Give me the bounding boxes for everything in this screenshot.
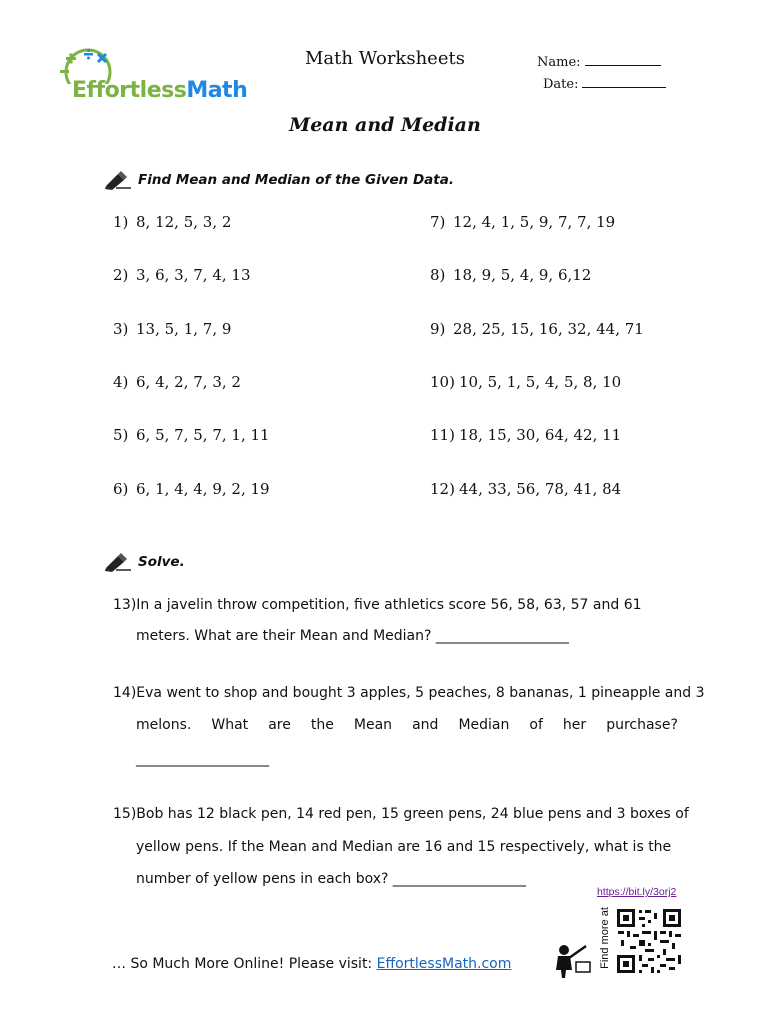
- effortlessmath-logo: [58, 48, 248, 106]
- problem-number: 1): [113, 213, 129, 231]
- word: the: [310, 717, 334, 733]
- problem-4: [113, 373, 241, 391]
- problem-data: 10, 5, 1, 5, 4, 5, 8, 10: [459, 373, 622, 391]
- pencil-icon: [104, 170, 132, 190]
- problem-data: 18, 9, 5, 4, 9, 6,12: [453, 266, 592, 284]
- problem-data: 8, 12, 5, 3, 2: [136, 213, 232, 231]
- question-text: Eva went to shop and bought 3 apples, 5 peaches, 8 bananas, 1 pineapple and 3: [136, 685, 705, 701]
- footer-website-link[interactable]: EffortlessMath.com: [376, 956, 512, 972]
- problem-data: 3, 6, 3, 7, 4, 13: [136, 266, 251, 284]
- qr-code-icon[interactable]: [616, 908, 682, 974]
- problem-10: [430, 373, 621, 391]
- problem-number: 9): [430, 320, 446, 338]
- problem-data: 6, 1, 4, 4, 9, 2, 19: [136, 480, 270, 498]
- problem-9: [430, 320, 644, 338]
- question-13-line-1: [113, 597, 642, 613]
- date-field[interactable]: [543, 76, 666, 92]
- question-number: 14): [113, 685, 137, 701]
- question-15-line-1: [113, 806, 689, 822]
- word: purchase?: [606, 717, 678, 733]
- page-title: Mean and Median: [289, 114, 481, 136]
- problem-data: 6, 5, 7, 5, 7, 1, 11: [136, 426, 270, 444]
- word: Median: [458, 717, 510, 733]
- name-field[interactable]: [537, 54, 661, 70]
- problem-number: 4): [113, 373, 129, 391]
- question-number: 15): [113, 806, 137, 822]
- question-15-line-3: number of yellow pens in each box? ___________________: [136, 871, 526, 887]
- problem-8: [430, 266, 591, 284]
- word: of: [529, 717, 543, 733]
- problem-data: 18, 15, 30, 64, 42, 11: [459, 426, 622, 444]
- find-more-label: Find more at: [598, 907, 611, 969]
- logo-word-math: Math: [186, 78, 248, 103]
- problem-1: [113, 213, 231, 231]
- problem-number: 11): [430, 426, 455, 444]
- word: Mean: [353, 717, 393, 733]
- problem-data: 28, 25, 15, 16, 32, 44, 71: [453, 320, 644, 338]
- problem-number: 6): [113, 480, 129, 498]
- footer-text: … So Much More Online! Please visit:: [112, 956, 377, 972]
- footer-promo: [112, 956, 511, 972]
- question-14-answer-line: ___________________: [136, 751, 269, 767]
- name-line: [585, 54, 661, 66]
- problem-11: [430, 426, 621, 444]
- problem-number: 10): [430, 373, 455, 391]
- problem-2: [113, 266, 251, 284]
- problem-12: [430, 480, 621, 498]
- teacher-icon: [552, 942, 592, 978]
- section1-heading-text: Find Mean and Median of the Given Data.: [138, 172, 454, 188]
- problem-data: 44, 33, 56, 78, 41, 84: [459, 480, 622, 498]
- question-13-line-2: meters. What are their Mean and Median? ___________________: [136, 628, 569, 644]
- section-solve-heading: [104, 552, 185, 572]
- question-number: 13): [113, 597, 137, 613]
- question-14-line-2: [136, 717, 678, 733]
- problem-number: 8): [430, 266, 446, 284]
- word: What: [211, 717, 249, 733]
- logo-wordmark: [72, 78, 247, 103]
- question-text: Bob has 12 black pen, 14 red pen, 15 green pens, 24 blue pens and 3 boxes of: [136, 806, 689, 822]
- worksheet-header-title: Math Worksheets: [305, 48, 465, 69]
- problem-data: 12, 4, 1, 5, 9, 7, 7, 19: [453, 213, 616, 231]
- logo-word-effortless: Effortless: [72, 78, 187, 103]
- date-label: Date:: [543, 77, 579, 92]
- word: and: [412, 717, 439, 733]
- pencil-icon: [104, 552, 132, 572]
- section2-heading-text: Solve.: [138, 554, 185, 570]
- problem-number: 5): [113, 426, 129, 444]
- problem-5: [113, 426, 270, 444]
- section-find-mean-median-heading: [104, 170, 454, 190]
- problem-7: [430, 213, 615, 231]
- problem-6: [113, 480, 270, 498]
- question-14-line-1: [113, 685, 704, 701]
- word: her: [562, 717, 587, 733]
- problem-number: 12): [430, 480, 455, 498]
- problem-data: 6, 4, 2, 7, 3, 2: [136, 373, 241, 391]
- problem-number: 7): [430, 213, 446, 231]
- word: melons.: [136, 717, 192, 733]
- question-15-line-2: yellow pens. If the Mean and Median are 16 and 15 respectively, what is the: [136, 839, 672, 855]
- short-link[interactable]: https://bit.ly/3orj2: [597, 886, 677, 898]
- date-line: [582, 76, 666, 88]
- problem-data: 13, 5, 1, 7, 9: [136, 320, 232, 338]
- problem-3: [113, 320, 231, 338]
- problem-number: 2): [113, 266, 129, 284]
- name-label: Name:: [537, 55, 581, 70]
- problem-number: 3): [113, 320, 129, 338]
- word: are: [268, 717, 291, 733]
- question-text: In a javelin throw competition, five athletics score 56, 58, 63, 57 and 61: [136, 597, 642, 613]
